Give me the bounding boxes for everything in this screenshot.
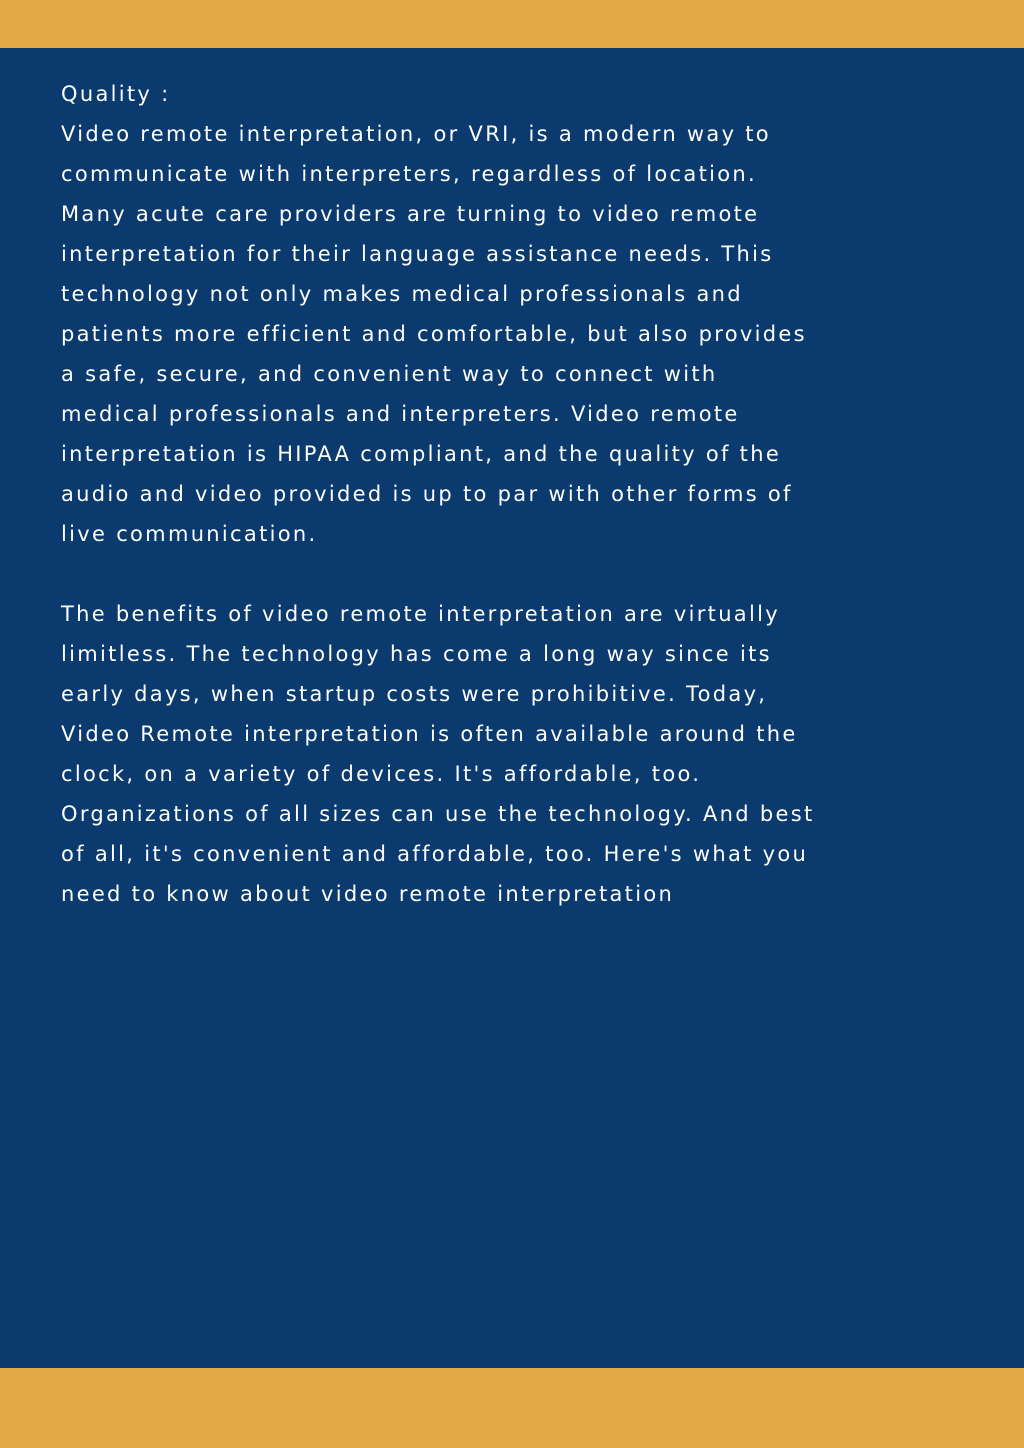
paragraph-2-line: limitless. The technology has come a long way since its <box>61 642 772 666</box>
top-accent-band <box>0 0 1024 48</box>
paragraph-2-line: Organizations of all sizes can use the technology. And best <box>61 802 815 826</box>
paragraph-1 <box>61 114 1001 554</box>
paragraph-1-line: patients more efficient and comfortable, but also provides <box>61 322 807 346</box>
body-text <box>61 74 1001 914</box>
bottom-accent-band <box>0 1368 1024 1448</box>
paragraph-2-line: Video Remote interpretation is often available around the <box>61 722 798 746</box>
paragraph-1-line: a safe, secure, and convenient way to connect with <box>61 362 718 386</box>
paragraph-spacer <box>61 554 1001 594</box>
paragraph-2-line: The benefits of video remote interpretation are virtually <box>61 602 780 626</box>
paragraph-1-line: Video remote interpretation, or VRI, is a modern way to <box>61 122 771 146</box>
paragraph-2-line: of all, it's convenient and affordable, too. Here's what you <box>61 842 809 866</box>
paragraph-2-line: early days, when startup costs were prohibitive. Today, <box>61 682 768 706</box>
section-heading: Quality : <box>61 82 171 106</box>
paragraph-2-line: clock, on a variety of devices. It's affordable, too. <box>61 762 702 786</box>
paragraph-1-line: interpretation is HIPAA compliant, and the quality of the <box>61 442 782 466</box>
paragraph-2 <box>61 594 1001 914</box>
paragraph-1-line: Many acute care providers are turning to video remote <box>61 202 760 226</box>
paragraph-1-line: audio and video provided is up to par with other forms of <box>61 482 793 506</box>
paragraph-1-line: communicate with interpreters, regardless of location. <box>61 162 757 186</box>
paragraph-1-line: interpretation for their language assistance needs. This <box>61 242 774 266</box>
paragraph-1-line: medical professionals and interpreters. Video remote <box>61 402 740 426</box>
content-panel <box>0 48 1024 1368</box>
paragraph-2-line: need to know about video remote interpretation <box>61 882 675 906</box>
paragraph-1-line: live communication. <box>61 522 318 546</box>
paragraph-1-line: technology not only makes medical professionals and <box>61 282 743 306</box>
